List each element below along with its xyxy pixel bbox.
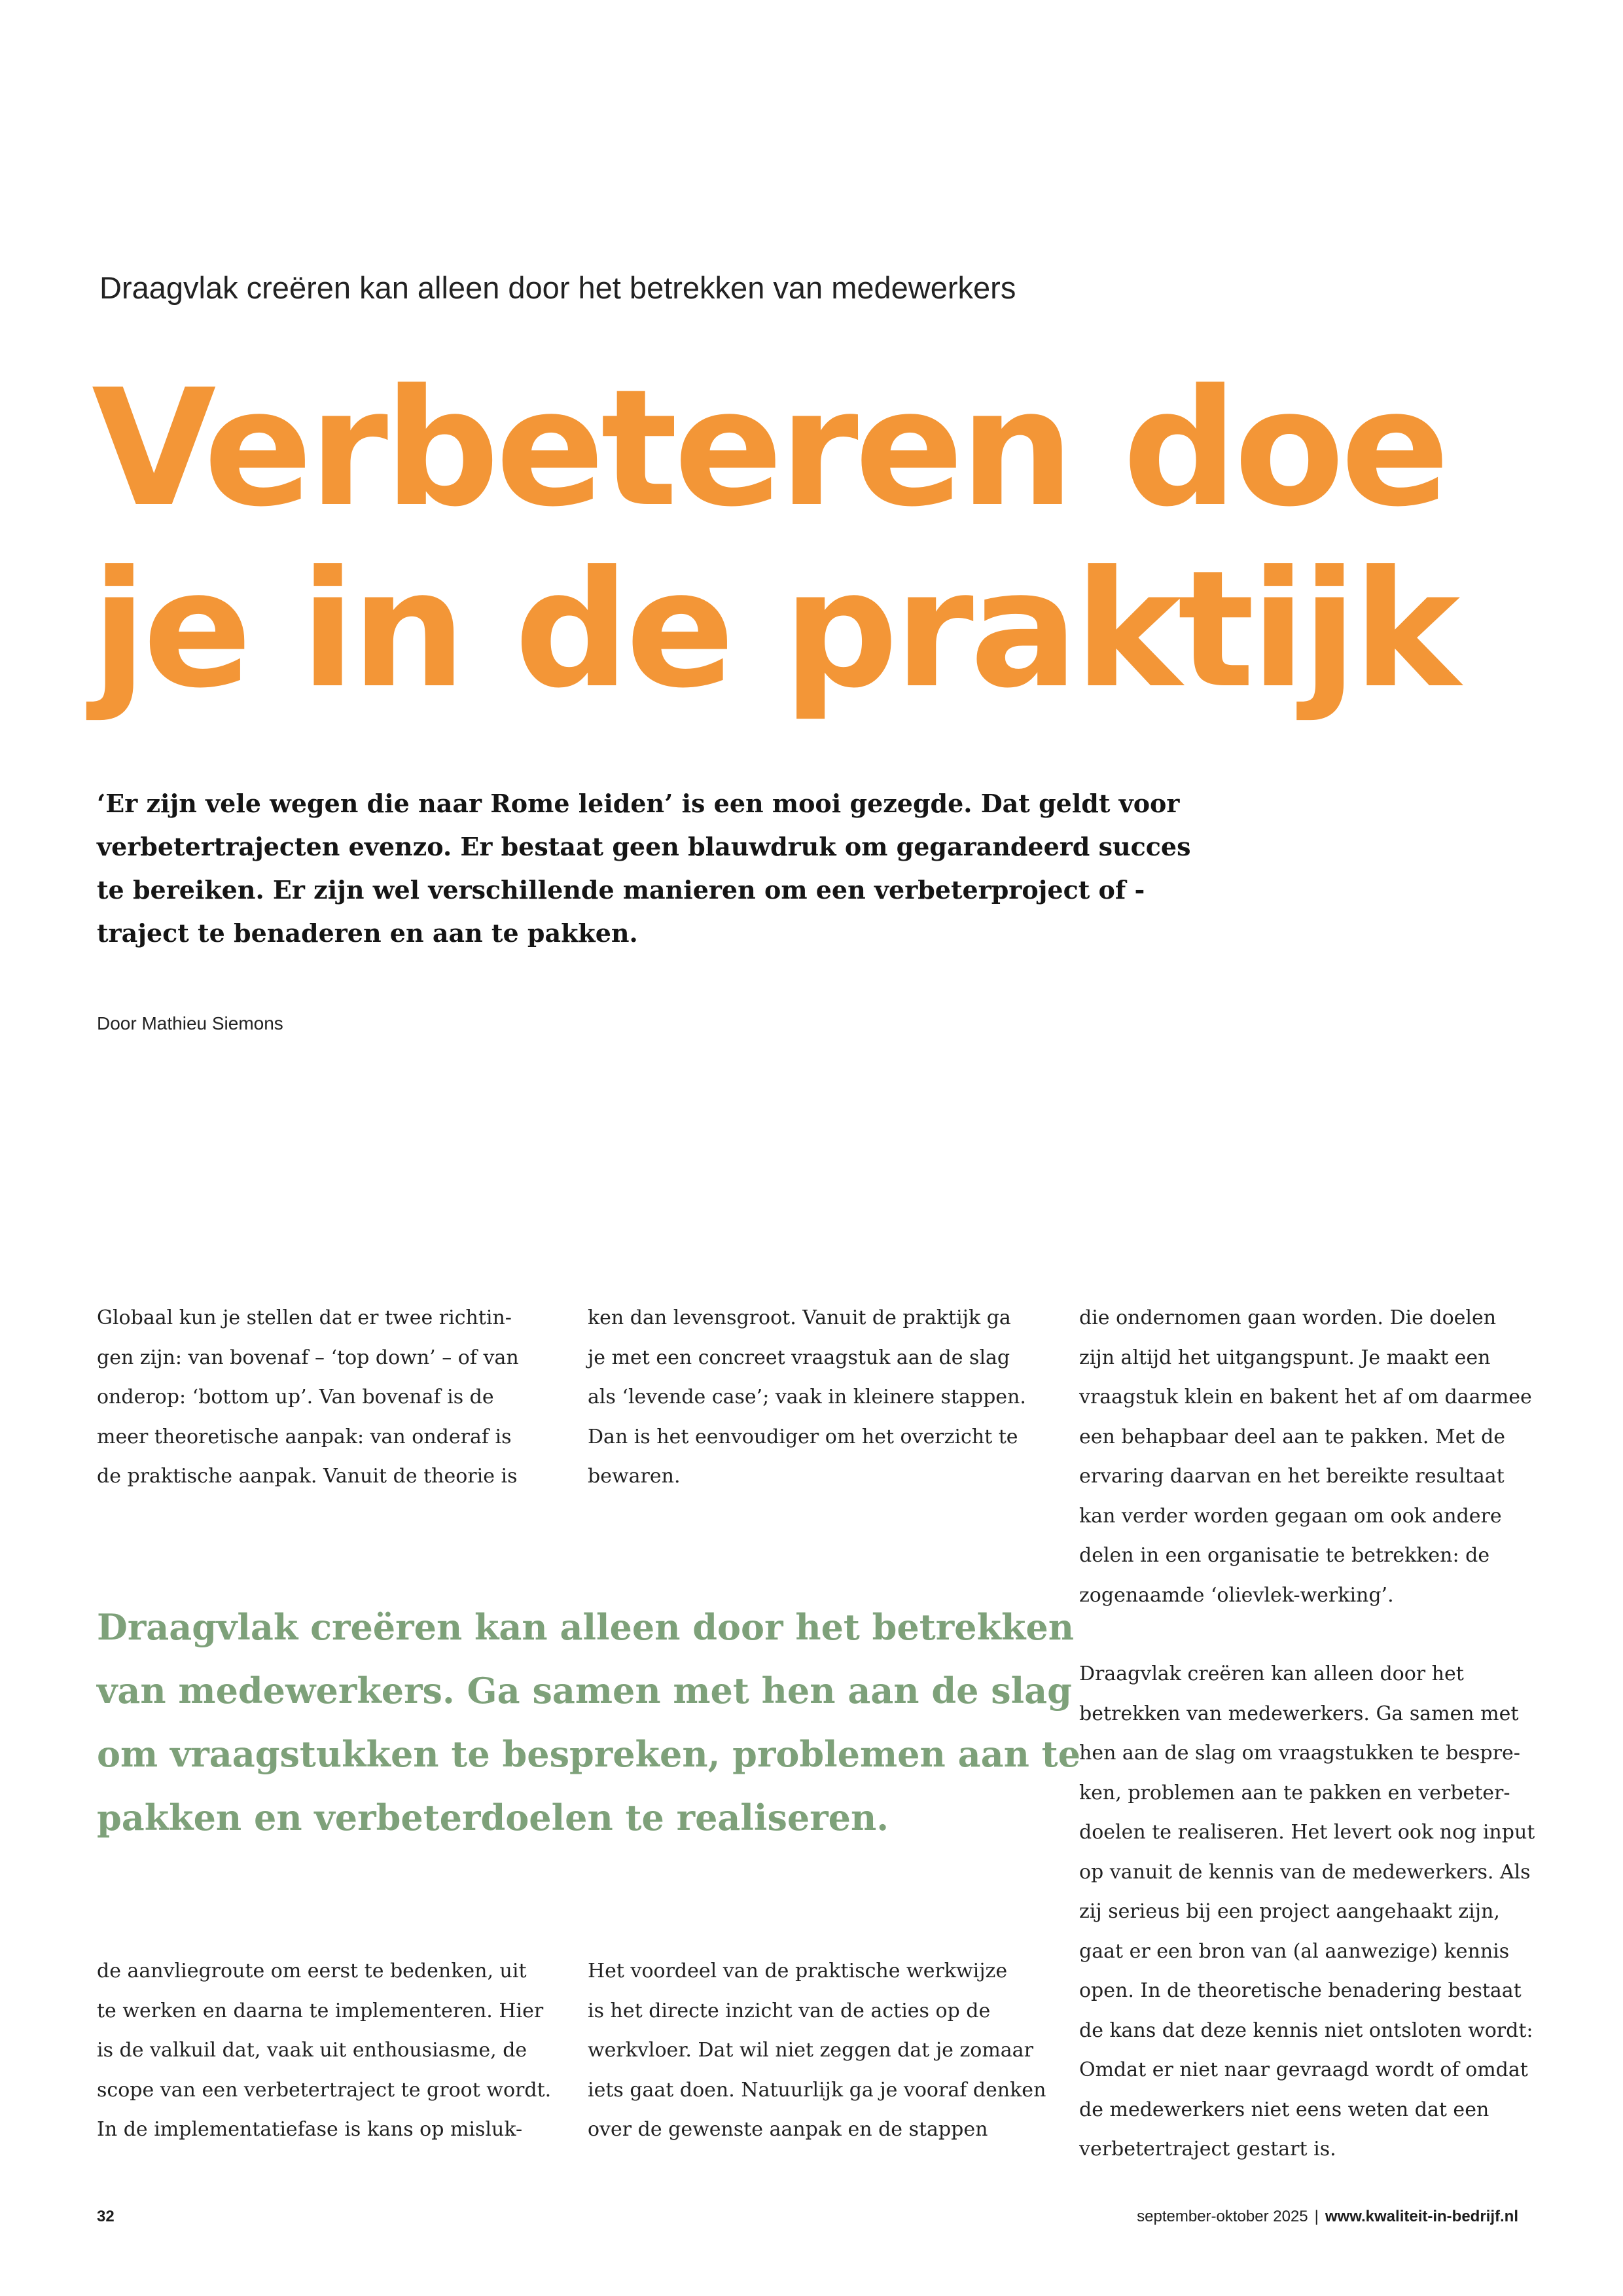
text-line: meer theoretische aanpak: van onderaf is bbox=[97, 1425, 512, 1448]
text-line: de praktische aanpak. Vanuit de theorie is bbox=[97, 1465, 518, 1488]
footer-separator: | bbox=[1314, 2208, 1319, 2225]
text-line: delen in een organisatie te betrekken: de bbox=[1079, 1544, 1490, 1567]
text-line: onderop: ‘bottom up’. Van bovenaf is de bbox=[97, 1386, 494, 1408]
text-line: als ‘levende case’; vaak in kleinere stappen. bbox=[588, 1386, 1026, 1408]
text-line: Het voordeel van de praktische werkwijze bbox=[588, 1960, 1008, 1982]
text-line: Omdat er niet naar gevraagd wordt of omdat bbox=[1079, 2058, 1528, 2081]
text-line: zijn altijd het uitgangspunt. Je maakt een bbox=[1079, 1346, 1491, 1369]
text-line: die ondernomen gaan worden. Die doelen bbox=[1079, 1306, 1497, 1329]
article-headline bbox=[92, 355, 1457, 724]
article-lead: ‘Er zijn vele wegen die naar Rome leiden’ is een mooi gezegde. Dat geldt voor verbetertrajecten evenzo. Er bestaat geen blauwdruk om gegarandeerd succes te bereiken. Er zijn wel verschillende manieren om een verbeterproject of -traject te benaderen en aan te pakken. bbox=[97, 789, 1191, 948]
column-2-top bbox=[588, 1299, 1046, 1497]
pull-quote bbox=[97, 1596, 1080, 1850]
headline-line-2: je in de praktijk bbox=[92, 537, 1457, 724]
article-kicker: Draagvlak creëren kan alleen door het betrekken van medewerkers bbox=[99, 270, 1016, 305]
text-line: de aanvliegroute om eerst te bedenken, uit bbox=[97, 1960, 527, 1982]
text-line: betrekken van medewerkers. Ga samen met bbox=[1079, 1702, 1519, 1725]
text-line: bewaren. bbox=[588, 1465, 681, 1488]
issue-date: september-oktober 2025 bbox=[1137, 2208, 1308, 2225]
column-1-top bbox=[97, 1299, 555, 1497]
text-line: gaat er een bron van (al aanwezige) kennis bbox=[1079, 1939, 1510, 1963]
text-line: is het directe inzicht van de acties op de bbox=[588, 1999, 991, 2022]
text-line: ken dan levensgroot. Vanuit de praktijk ga bbox=[588, 1306, 1011, 1329]
text-line: zogenaamde ‘olievlek-werking’. bbox=[1079, 1583, 1394, 1607]
text-line: gen zijn: van bovenaf – ‘top down’ – of van bbox=[97, 1346, 519, 1369]
text-line: werkvloer. Dat wil niet zeggen dat je zomaar bbox=[588, 2039, 1033, 2062]
pull-quote-line: van medewerkers. Ga samen met hen aan de slag bbox=[97, 1670, 1072, 1712]
text-line: op vanuit de kennis van de medewerkers. Als bbox=[1079, 1860, 1531, 1884]
text-line: vraagstuk klein en bakent het af om daarmee bbox=[1079, 1386, 1532, 1408]
text-line: de medewerkers niet eens weten dat een bbox=[1079, 2098, 1489, 2121]
paragraph-gap bbox=[1079, 1615, 1537, 1655]
text-line: de kans dat deze kennis niet ontsloten wordt: bbox=[1079, 2018, 1533, 2042]
text-line: scope van een verbetertraject te groot wordt. bbox=[97, 2078, 552, 2102]
text-line: te werken en daarna te implementeren. Hier bbox=[97, 1999, 544, 2022]
pull-quote-line: om vraagstukken te bespreken, problemen aan te bbox=[97, 1733, 1080, 1775]
text-line: iets gaat doen. Natuurlijk ga je vooraf denken bbox=[588, 2078, 1046, 2102]
text-line: een behapbaar deel aan te pakken. Met de bbox=[1079, 1425, 1506, 1448]
text-line: Globaal kun je stellen dat er twee richtin- bbox=[97, 1306, 512, 1329]
website-link[interactable]: www.kwaliteit-in-bedrijf.nl bbox=[1325, 2208, 1518, 2225]
pull-quote-line: pakken en verbeterdoelen te realiseren. bbox=[97, 1797, 889, 1839]
text-line: hen aan de slag om vraagstukken te bespre- bbox=[1079, 1742, 1520, 1765]
column-1-bottom bbox=[97, 1952, 555, 2150]
text-line: over de gewenste aanpak en de stappen bbox=[588, 2118, 988, 2141]
footer-info bbox=[1137, 2208, 1518, 2226]
text-line: doelen te realiseren. Het levert ook nog input bbox=[1079, 1821, 1535, 1844]
text-line: verbetertraject gestart is. bbox=[1079, 2138, 1336, 2161]
text-line: Draagvlak creëren kan alleen door het bbox=[1079, 1662, 1464, 1685]
headline-line-1: Verbeteren doe bbox=[92, 355, 1446, 543]
text-line: kan verder worden gegaan om ook andere bbox=[1079, 1504, 1502, 1528]
pull-quote-line: Draagvlak creëren kan alleen door het betrekken bbox=[97, 1606, 1074, 1648]
page-number: 32 bbox=[97, 2208, 115, 2225]
text-line: In de implementatiefase is kans op misluk- bbox=[97, 2118, 523, 2141]
text-line: je met een concreet vraagstuk aan de slag bbox=[588, 1346, 1010, 1369]
text-line: zij serieus bij een project aangehaakt zijn, bbox=[1079, 1900, 1500, 1923]
text-line: is de valkuil dat, vaak uit enthousiasme, de bbox=[97, 2039, 527, 2062]
byline: Door Mathieu Siemons bbox=[97, 1013, 283, 1033]
column-2-bottom bbox=[588, 1952, 1046, 2150]
column-3 bbox=[1079, 1299, 1537, 2170]
text-line: Dan is het eenvoudiger om het overzicht te bbox=[588, 1425, 1018, 1448]
text-line: ervaring daarvan en het bereikte resultaat bbox=[1079, 1465, 1505, 1488]
text-line: open. In de theoretische benadering bestaat bbox=[1079, 1979, 1522, 2002]
text-line: ken, problemen aan te pakken en verbeter- bbox=[1079, 1781, 1510, 1804]
